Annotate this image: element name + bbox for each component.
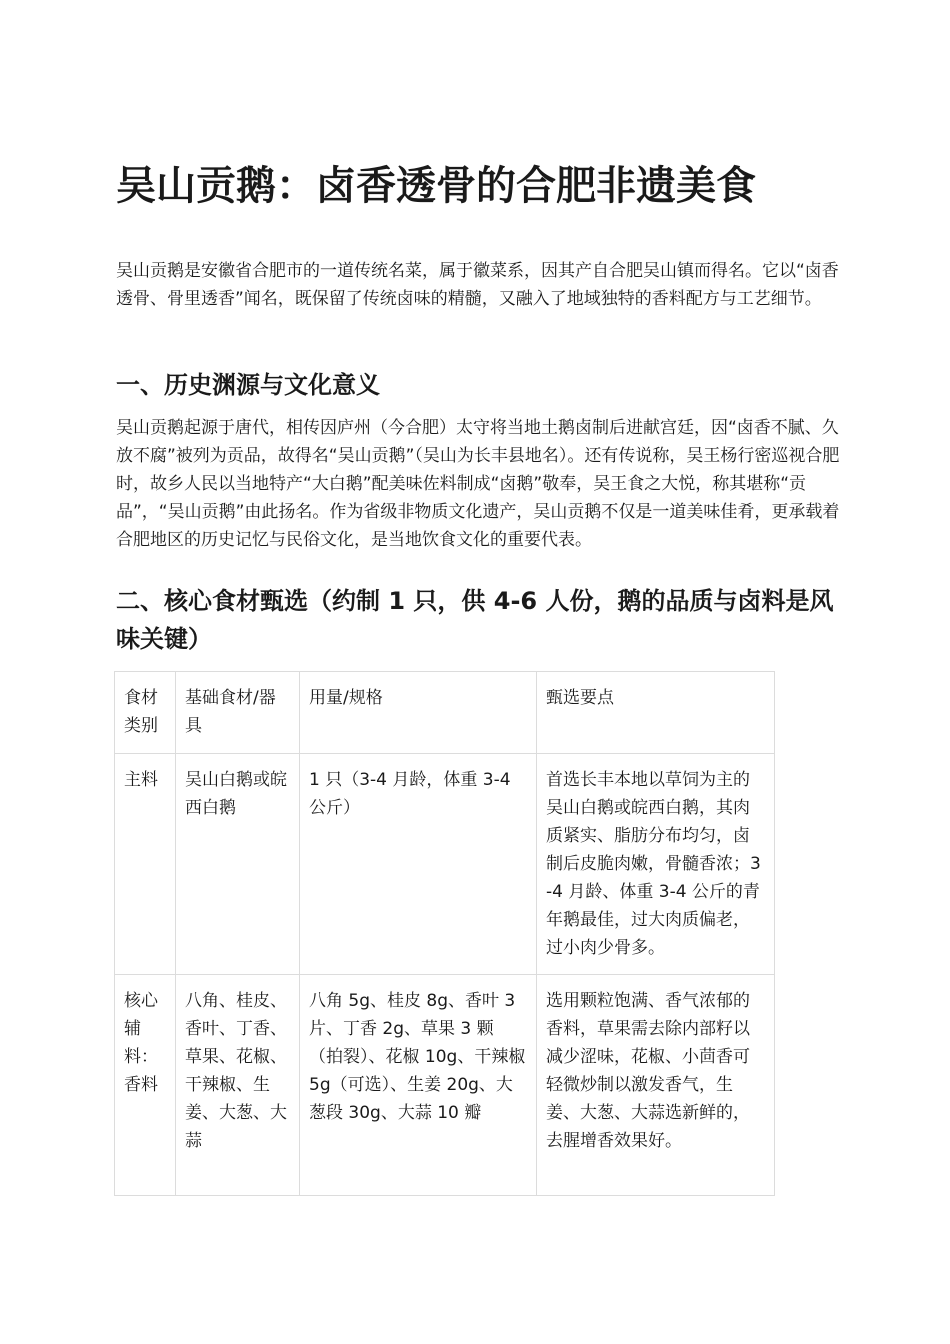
table-cell: 八角、桂皮、香叶、丁香、草果、花椒、干辣椒、生姜、大葱、大蒜: [176, 975, 300, 1196]
table-cell: 1 只（3-4 月龄，体重 3-4 公斤）: [300, 754, 537, 975]
table-row: [115, 975, 775, 1196]
table-cell: 八角 5g、桂皮 8g、香叶 3 片、丁香 2g、草果 3 颗（拍裂）、花椒 10g、干辣椒 5g（可选）、生姜 20g、大葱段 30g、大蒜 10 瓣: [300, 975, 537, 1196]
table-row: [115, 754, 775, 975]
ingredients-table: [114, 671, 775, 1196]
table-cell: 主料: [115, 754, 176, 975]
table-cell: 首选长丰本地以草饲为主的吴山白鹅或皖西白鹅，其肉质紧实、脂肪分布均匀，卤制后皮脆肉嫩，骨髓香浓；3-4 月龄、体重 3-4 公斤的青年鹅最佳，过大肉质偏老，过小肉少骨多。: [537, 754, 775, 975]
section-heading-history: 一、历史渊源与文化意义: [116, 371, 380, 399]
table-cell: 吴山白鹅或皖西白鹅: [176, 754, 300, 975]
table-cell: 选用颗粒饱满、香气浓郁的香料，草果需去除内部籽以减少涩味，花椒、小茴香可轻微炒制以激发香气，生姜、大葱、大蒜选新鲜的，去腥增香效果好。: [537, 975, 775, 1196]
table-header-cell: 基础食材/器具: [176, 672, 300, 754]
table-header-cell: 甄选要点: [537, 672, 775, 754]
table-header-cell: 用量/规格: [300, 672, 537, 754]
table-header-row: [115, 672, 775, 754]
table-header-cell: 食材类别: [115, 672, 176, 754]
page-title: 吴山贡鹅：卤香透骨的合肥非遗美食: [116, 163, 756, 209]
history-paragraph: 吴山贡鹅起源于唐代，相传因庐州（今合肥）太守将当地土鹅卤制后进献宫廷，因“卤香不腻、久放不腐”被列为贡品，故得名“吴山贡鹅”（吴山为长丰县地名）。还有传说称，吴王杨行密巡视合肥时，故乡人民以当地特产“大白鹅”配美味佐料制成“卤鹅”敬奉，吴王食之大悦，称其堪称“贡品”，“吴山贡鹅”由此扬名。作为省级非物质文化遗产，吴山贡鹅不仅是一道美味佳肴，更承载着合肥地区的历史记忆与民俗文化，是当地饮食文化的重要代表。: [116, 418, 840, 550]
section-heading-ingredients: 二、核心食材甄选（约制 1 只，供 4-6 人份，鹅的品质与卤料是风味关键）: [116, 587, 834, 653]
table-cell: 核心辅料：香料: [115, 975, 176, 1196]
intro-paragraph: 吴山贡鹅是安徽省合肥市的一道传统名菜，属于徽菜系，因其产自合肥吴山镇而得名。它以“卤香透骨、骨里透香”闻名，既保留了传统卤味的精髓，又融入了地域独特的香料配方与工艺细节。: [116, 261, 839, 309]
